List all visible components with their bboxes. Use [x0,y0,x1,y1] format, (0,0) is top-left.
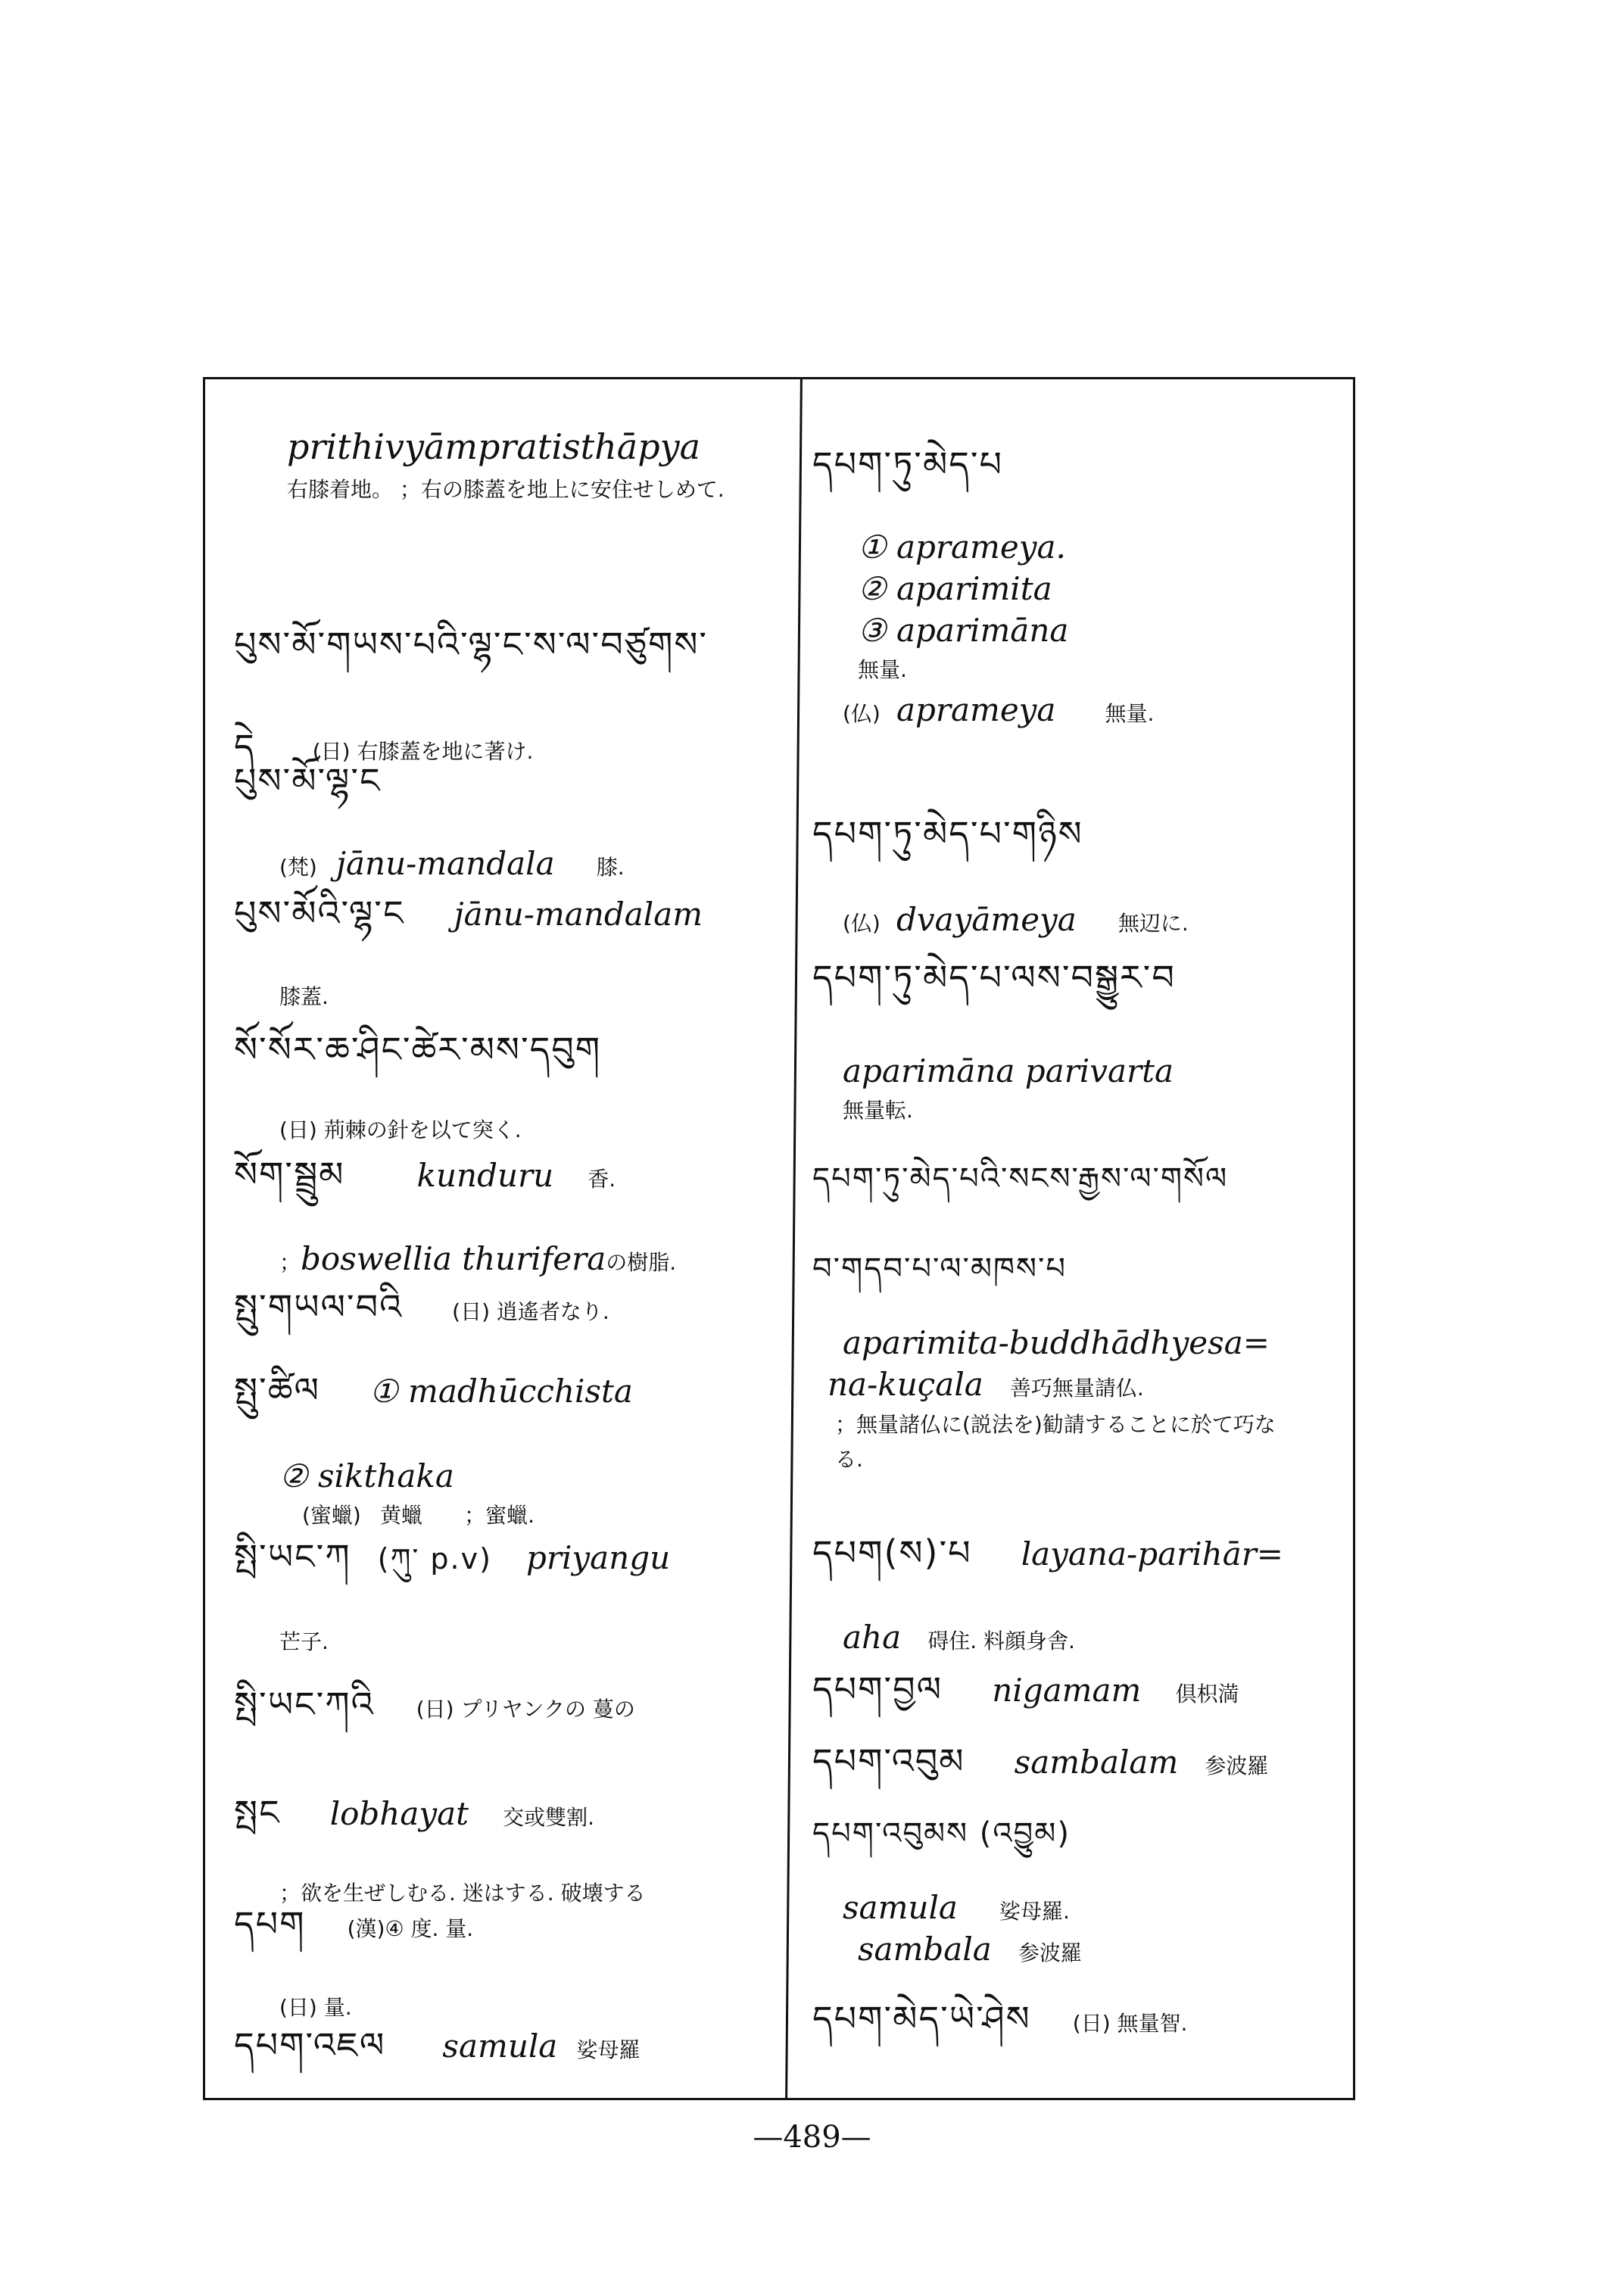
romanization-3: ③ aparimāna [858,612,1069,649]
tibetan-headword: དཔག་ཏུ་མེད་པ་ལས་བསྒྱུར་བ [812,957,1176,998]
tibetan-headword: དཔག་མེད་ཡེ་ཤེས [812,1998,1031,2039]
definition: (日) プリヤンクの 蔓の [416,1697,635,1722]
entry-dpag [234,1886,473,2026]
left-column [234,379,787,2098]
tibetan-headword: དཔག་འཇལ [234,2024,386,2065]
tibetan-continuation: བ་གདབ་པ་ལ་མཁས་པ [812,1251,1067,1286]
definition: (日) 逍遙者なり. [452,1299,609,1324]
romanization-2: sambala [858,1931,992,1968]
entry-spi-yang-ka-i [234,1666,646,1912]
entry-dpag-bsgyur [812,940,1176,1129]
definition: 娑母羅. [999,1899,1070,1924]
entry-dpag-yeshes [812,1981,1187,2078]
definition: (日) 荊棘の針を以て突く. [279,1117,522,1142]
definition: 香. [588,1167,616,1192]
definition-2: (日) 量. [279,1995,352,2020]
tibetan-variant: (ཀུ་ p.v) [377,1542,492,1576]
definition: 娑母羅 [576,2037,641,2062]
tibetan-headword: སྤི་ཡང་ཀ [234,1536,351,1577]
definition: 無量. [858,657,907,682]
romanization: layana-parihār= [1021,1535,1284,1572]
page-number: —489— [753,2120,871,2155]
definition: 碍住. 料顔身舎. [927,1629,1075,1653]
romanization-2: aha [843,1619,902,1656]
tibetan-headword: པུས་མོའི་ལྷ་ང [234,893,405,933]
tibetan-headword: དཔག་ཏུ་མེད་པ་གཉིས [812,813,1083,854]
tibetan-headword-2: སྤང [234,1792,281,1833]
romanization-2: na-kuçala [828,1366,983,1403]
entry-spu-tshil [234,1352,633,1529]
definition: 無量転. [843,1098,913,1123]
tibetan-headword: སྤུ་གཡལ་བའི [234,1286,404,1327]
definition: 膝. [596,855,625,880]
tibetan-headword: སྤི་ཡང་ཀའི [234,1684,375,1725]
romanization-latin: boswellia thurifera [301,1240,606,1277]
dictionary-frame [203,377,1355,2100]
definition: 善巧無量請仏. [1009,1376,1144,1401]
romanization-4: aprameya [896,691,1056,728]
romanization: nigamam [992,1672,1142,1709]
definition: の樹脂. [606,1250,677,1275]
definition: 倶枳満 [1175,1682,1239,1706]
tibetan-headword: པུས་མོ་ལྷ་ང [234,760,382,801]
tibetan-headword: སོ་སོར་ཆ་ཤིང་ཚེར་མས་དབུག [234,1029,602,1070]
definition-2: ；無量諸仏に(説法を)勧請することに於て巧なる. [835,1412,1276,1472]
entry-pus-mo-i-lha [234,875,703,1015]
tibetan-continuation: དེ [234,726,256,767]
entry-sog-sbrum: སོག་སྦྲུམ kunduru 香. ；boswellia thuriferaの樹脂. [234,1154,677,1277]
entry-dpag-layana [812,1515,1283,1660]
entry-dpag-jal [234,2007,640,2105]
definition: (日) 右膝蓋を地に著け. [312,739,534,764]
entry-prithivyam [287,426,764,513]
tibetan-headword: དཔག་འབུམ [812,1741,965,1781]
entry-dpag-bums [812,1799,1082,1972]
tibetan-headword: དཔག་ཏུ་མེད་པ [812,444,1004,485]
entry-dpag-tu-med-pa [812,426,1154,733]
romanization: lobhayat [329,1795,469,1832]
romanization: sambalam [1014,1744,1179,1781]
tibetan-headword: པུས་མོ་གཡས་པའི་ལྷ་ང་ས་ལ་བཙུགས་ [234,624,709,665]
definition: (日) 無量智. [1072,2011,1188,2036]
romanization-2: ② aparimita [858,570,1052,607]
romanization: aparimāna parivarta [843,1052,1174,1089]
romanization: prithivyāmpratisthāpya [287,426,701,467]
tibetan-headword: དཔག་བྱལ [812,1669,943,1710]
tibetan-headword: དཔག་ཏུ་མེད་པའི་སངས་རྒྱས་ལ་གསོལ [812,1161,1229,1196]
source-tag: (梵) [279,855,317,880]
entry-dpag-sangs-rgyas [812,1144,1289,1482]
tibetan-headword: སོག་སྦྲུམ [234,1154,345,1195]
definition-3: ；欲を生ぜしむる. 迷はする. 破壊する [279,1881,646,1906]
source-tag: (仏) [843,911,881,936]
definition-2: 無量. [1105,701,1155,726]
romanization-1: ① aprameya. [858,528,1066,566]
romanization: dvayāmeya [896,901,1077,938]
definition: 芒子. [279,1629,329,1654]
romanization: kunduru [416,1157,554,1194]
tibetan-headword: དཔག(ས)་པ [812,1532,972,1573]
entry-spi-yang-ka [234,1519,670,1660]
romanization-1: ① madhūcchista [369,1373,633,1410]
source-tag: (仏) [843,701,881,726]
entry-dpag-gnyis [812,796,1189,943]
definition: 参波羅 [1205,1753,1269,1778]
romanization: samula [843,1889,958,1926]
definition-2: 交或雙割. [503,1805,595,1830]
definition-3: ；蜜蠟. [464,1503,535,1528]
tibetan-headword: དཔག་འབུམས (འབྱུམ) [812,1816,1071,1851]
romanization: jānu-mandalam [454,896,703,933]
definition: 膝蓋. [279,984,329,1009]
romanization-2: ② sikthaka [279,1457,454,1495]
entry-pus-mo-lha [234,743,625,882]
definition: (漢)④ 度. 量. [347,1916,474,1941]
definition: 右膝着地。 ；右の膝蓋を地上に安住せしめて. [287,477,725,502]
definition-1: (蜜蠟) [302,1503,361,1528]
definition-2: 参波羅 [1018,1940,1082,1965]
romanization: jānu-mandala [335,845,555,882]
definition: 無辺に. [1117,911,1189,936]
column-divider [785,379,803,2098]
entry-so-sor [234,1011,601,1144]
romanization: aparimita-buddhādhyesa= [843,1324,1270,1361]
tibetan-headword: དཔག [234,1903,306,1944]
romanization: samula [442,2028,558,2065]
tibetan-headword: སྤུ་ཚིལ [234,1370,320,1410]
right-column [812,379,1342,2098]
romanization: priyangu [526,1539,671,1576]
definition-2: 黄蠟 [379,1503,422,1528]
